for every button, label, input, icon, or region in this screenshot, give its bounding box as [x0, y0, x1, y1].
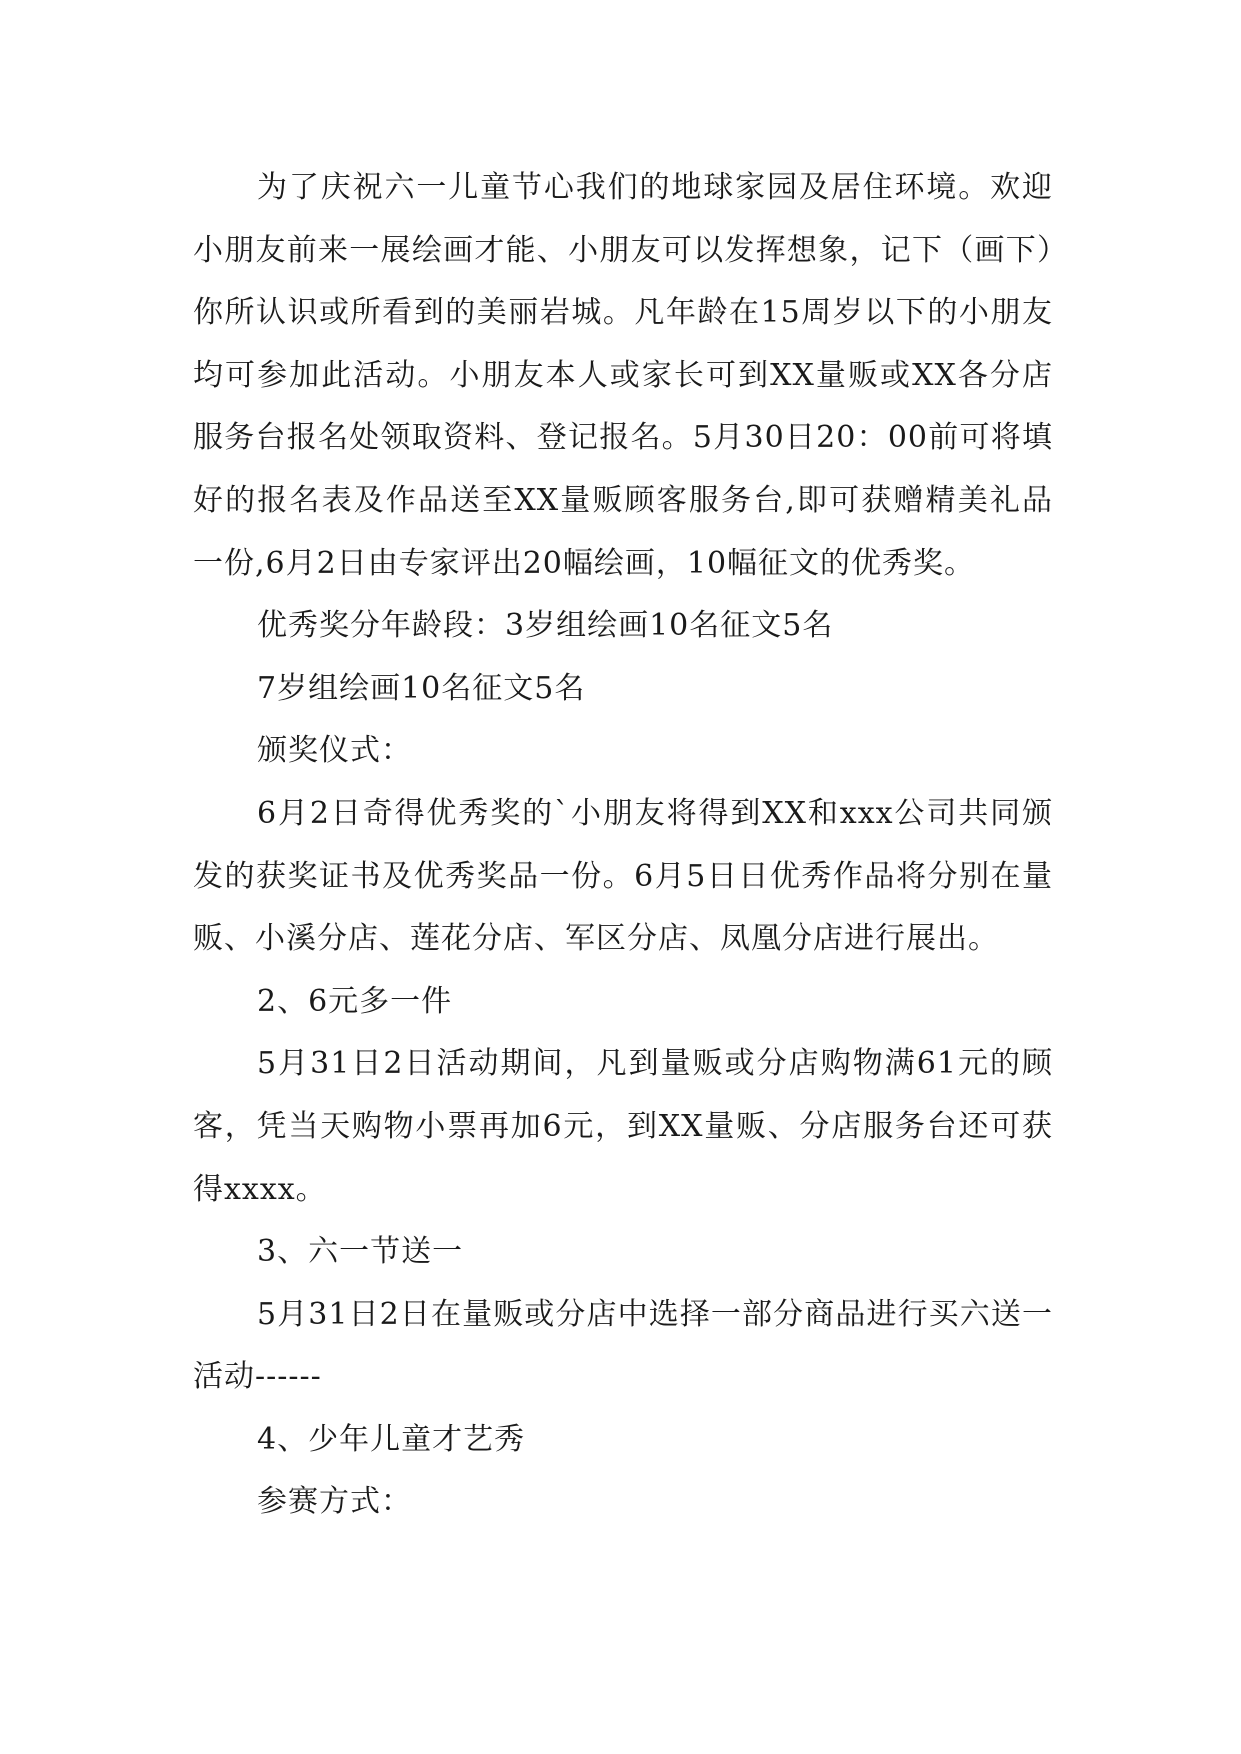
paragraph-award-age-groups: 优秀奖分年龄段：3岁组绘画10名征文5名: [257, 608, 834, 644]
paragraph-entry-method: 参赛方式：: [257, 1484, 412, 1520]
paragraph-intro: 为了庆祝六一儿童节心我们的地球家园及居住环境。欢迎小朋友前来一展绘画才能、小朋友可以发挥想象，记下（画下）你所认识或所看到的美丽岩城。凡年龄在15周岁以下的小朋友均可参加此活动。小朋友本人或家长可到XX量贩或XX各分店服务台报名处领取资料、登记报名。5月30日20：00前可将填好的报名表及作品送至XX量贩顾客服务台,即可获赠精美礼品一份,6月2日由专家评出20幅绘画，10幅征文的优秀奖。: [193, 170, 1053, 581]
document-body: [193, 157, 1053, 1534]
section-heading-3: 3、六一节送一: [257, 1234, 464, 1270]
paragraph-ceremony-details: 6月2日奇得优秀奖的`小朋友将得到XX和xxx公司共同颁发的获奖证书及优秀奖品一份。6月5日日优秀作品将分别在量贩、小溪分店、莲花分店、军区分店、凤凰分店进行展出。: [193, 795, 1053, 957]
paragraph-ceremony-heading: 颁奖仪式：: [257, 733, 412, 769]
paragraph-section-2-details: 5月31日2日活动期间，凡到量贩或分店购物满61元的顾客，凭当天购物小票再加6元，到XX量贩、分店服务台还可获得xxxx。: [193, 1046, 1053, 1207]
section-heading-2: 2、6元多一件: [257, 983, 453, 1019]
section-heading-4: 4、少年儿童才艺秀: [257, 1421, 526, 1457]
paragraph-award-7-year-group: 7岁组绘画10名征文5名: [257, 670, 586, 706]
paragraph-section-3-details: 5月31日2日在量贩或分店中选择一部分商品进行买六送一活动------: [193, 1296, 1053, 1395]
